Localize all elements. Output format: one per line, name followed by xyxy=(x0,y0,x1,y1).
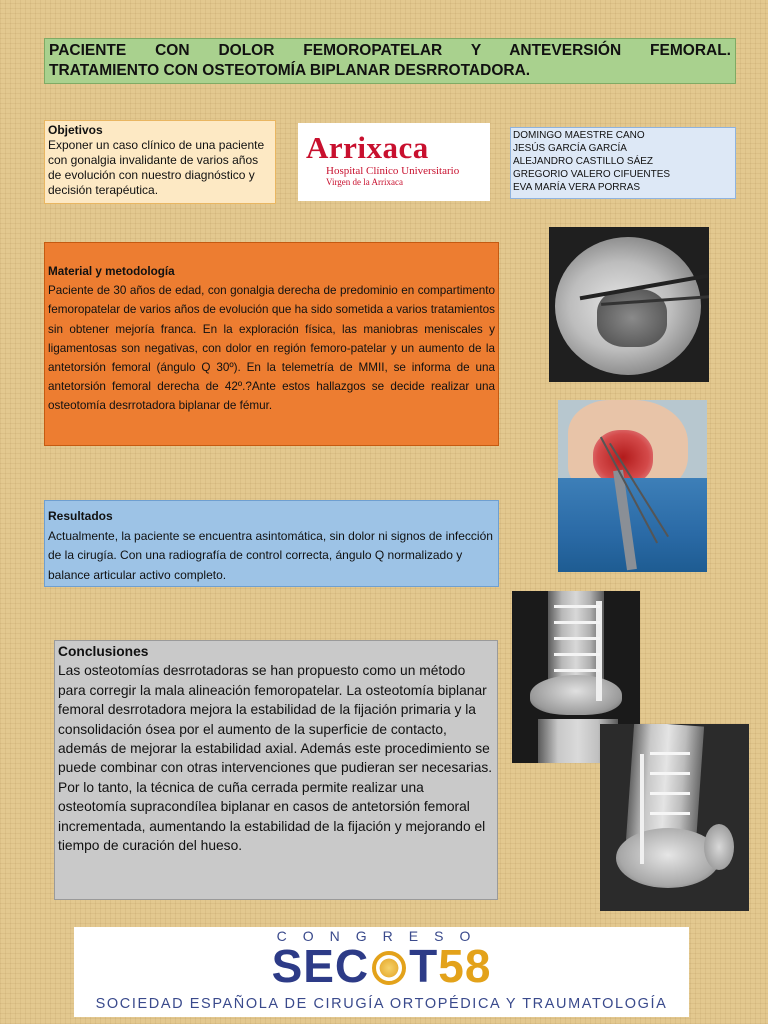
title-line-1: PACIENTE CON DOLOR FEMOROPATELAR Y ANTEVERSIÓN FEMORAL. xyxy=(49,42,731,59)
fixation-screw xyxy=(554,621,600,624)
poster-title xyxy=(44,38,736,84)
secot-sun-icon xyxy=(372,951,406,985)
logo-subtitle-2: Virgen de la Arrixaca xyxy=(326,177,404,187)
congress-banner xyxy=(74,927,689,1017)
conclusions-heading: Conclusiones xyxy=(58,644,149,659)
secot-number: 58 xyxy=(438,940,492,992)
hospital-logo xyxy=(298,123,490,201)
patella-bone xyxy=(704,824,734,870)
femoral-condyle xyxy=(530,675,622,715)
fluoroscopy-image xyxy=(549,227,709,382)
author-item: JESÚS GARCÍA GARCÍA xyxy=(513,143,627,154)
logo-wordmark: Arrixaca xyxy=(306,130,429,165)
fixation-screw xyxy=(554,669,600,672)
results-section xyxy=(44,500,499,587)
femur-shadow xyxy=(597,289,667,347)
conclusions-section xyxy=(54,640,498,900)
fixation-screw xyxy=(554,605,600,608)
banner-society-name: SOCIEDAD ESPAÑOLA DE CIRUGÍA ORTOPÉDICA Y TRAUMATOLOGÍA xyxy=(95,996,668,1012)
objectives-section xyxy=(44,120,276,204)
secot-wordmark-right: T xyxy=(409,940,439,992)
secot-wordmark-left: SEC xyxy=(271,940,370,992)
surgery-photo xyxy=(558,400,707,572)
methods-text: Paciente de 30 años de edad, con gonalgia derecha de predominio en compartimento femoropatelar de varios años de evolución que ha sido sometida a varios tratamientos sin obtener mejoría franca. En la exploración física, las maniobras meniscales y ligamentosas son negativas, con dolor en región femoro-patelar y un aumento de la antetorsión femoral (ángulo Q 30º). En la telemetría de MMII, se informa de una antetorsión femoral derecha de 42º.?Ante estos hallazgos se decide realizar una osteotomía desrrotadora biplanar de fémur. xyxy=(48,284,495,413)
title-line-2: TRATAMIENTO CON OSTEOTOMÍA BIPLANAR DESRROTADORA. xyxy=(49,62,531,79)
fixation-screw xyxy=(650,812,690,815)
conclusions-text: Las osteotomías desrrotadoras se han propuesto como un método para corregir la mala alineación femoropatelar. La osteotomía biplanar femoral desrrotadora mejora la estabilidad de la fijación primaria y la consolidación ósea por el aumento de la superficie de contacto, además de mejorar la estabilidad axial. Además este procedimiento se puede combinar con otras intervenciones que pudieran ser necesarias. Por lo tanto, la técnica de cuña cerrada permite realizar una osteotomía supracondílea biplanar en casos de antetorsión femoral incrementada, aumentando la estabilidad de la fijación y mejorando el tiempo de curación del hueso. xyxy=(58,663,493,854)
fixation-plate xyxy=(640,754,644,864)
fixation-screw xyxy=(650,772,690,775)
objectives-text: Exponer un caso clínico de una paciente con gonalgia invalidante de varios años de evolución con nuestro diagnóstico y decisión terapéutica. xyxy=(48,138,265,197)
fixation-screw xyxy=(554,637,600,640)
results-heading: Resultados xyxy=(48,509,113,523)
banner-congreso-text: CONGRESO xyxy=(276,928,487,944)
author-item: DOMINGO MAESTRE CANO xyxy=(513,130,645,141)
methods-heading: Material y metodología xyxy=(48,265,175,278)
author-item: GREGORIO VALERO CIFUENTES xyxy=(513,169,671,180)
author-item: ALEJANDRO CASTILLO SÁEZ xyxy=(513,156,654,167)
fixation-screw xyxy=(554,653,600,656)
results-text: Actualmente, la paciente se encuentra asintomática, sin dolor ni signos de infección de la cirugía. Con una radiografía de control correcta, ángulo Q normalizado y balance articular activo completo. xyxy=(48,528,493,582)
methods-section xyxy=(44,242,499,446)
authors-list xyxy=(510,127,736,199)
xray-lateral-knee xyxy=(600,724,749,911)
logo-subtitle-1: Hospital Clínico Universitario xyxy=(326,165,460,177)
fixation-plate xyxy=(596,601,602,701)
fixation-screw xyxy=(650,792,690,795)
objectives-heading: Objetivos xyxy=(48,123,103,137)
fixation-screw xyxy=(650,752,690,755)
author-item: EVA MARÍA VERA PORRAS xyxy=(513,182,641,193)
